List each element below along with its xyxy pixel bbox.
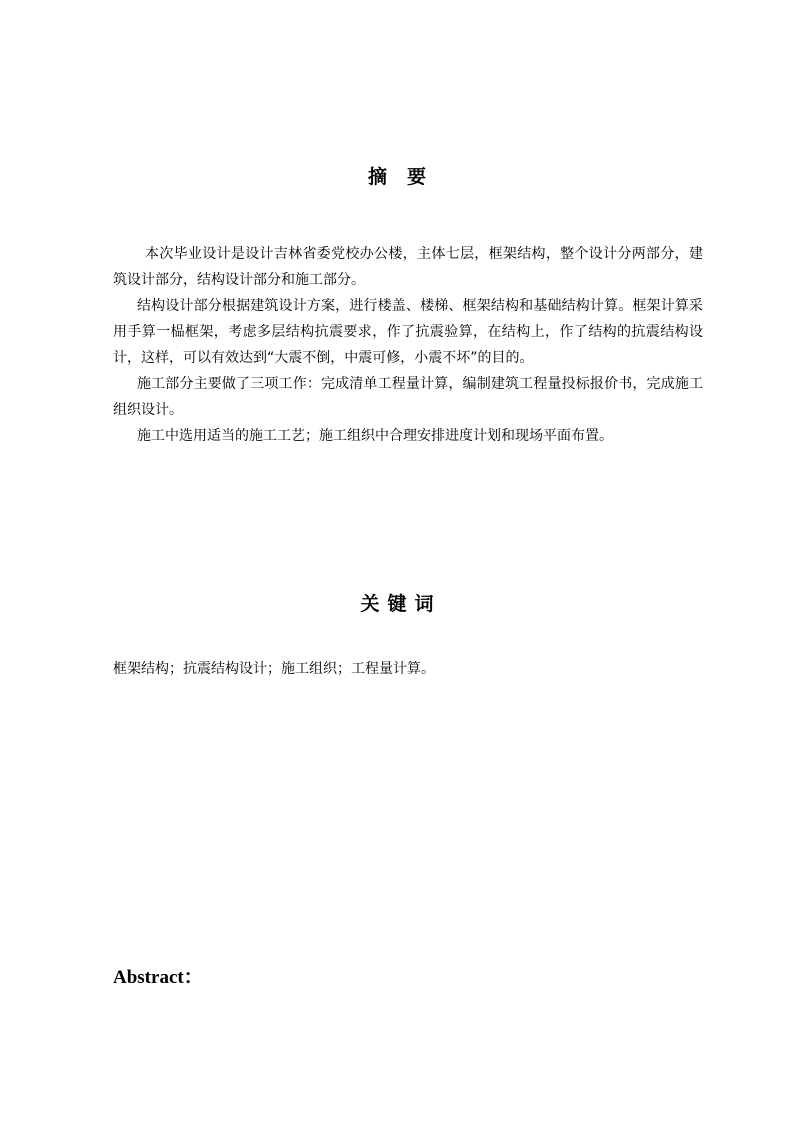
abstract-paragraph: 施工部分主要做了三项工作：完成清单工程量计算，编制建筑工程量投标报价书，完成施工组织设计。	[113, 376, 703, 418]
english-abstract-title: Abstract：	[113, 967, 203, 988]
abstract-paragraph: 施工中选用适当的施工工艺；施工组织中合理安排进度计划和现场平面布置。	[137, 428, 613, 444]
keywords-text: 框架结构；抗震结构设计；施工组织；工程量计算。	[113, 661, 435, 677]
abstract-paragraph: 结构设计部分根据建筑设计方案，进行楼盖、楼梯、框架结构和基础结构计算。框架计算采用手算一榀框架，考虑多层结构抗震要求，作了抗震验算，在结构上，作了结构的抗震结构设计，这样，可以有效达到“大震不倒，中震可修，小震不坏”的目的。	[113, 298, 703, 366]
abstract-title: 摘要	[367, 166, 446, 188]
keywords-title: 关键词	[360, 593, 442, 615]
abstract-body	[113, 241, 703, 449]
abstract-paragraph: 本次毕业设计是设计吉林省委党校办公楼，主体七层，框架结构，整个设计分两部分，建筑设计部分，结构设计部分和施工部分。	[113, 246, 703, 288]
